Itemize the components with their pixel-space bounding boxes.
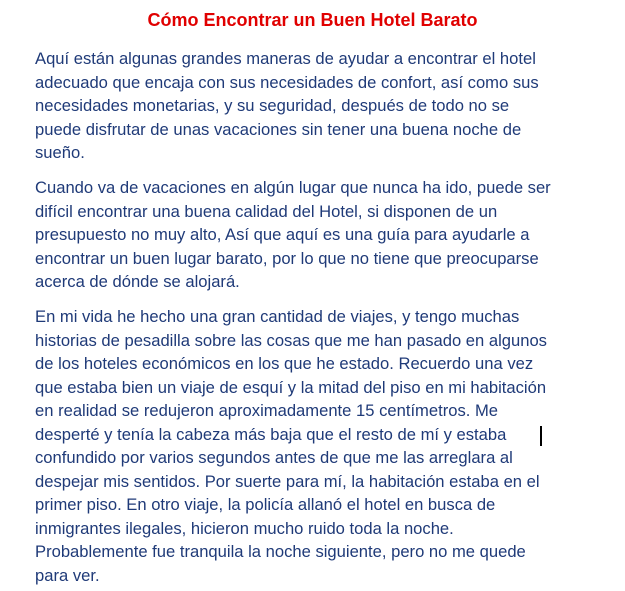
page-title: Cómo Encontrar un Buen Hotel Barato [147, 10, 478, 30]
text-cursor [540, 426, 542, 446]
paragraph-story: En mi vida he hecho una gran cantidad de viajes, y tengo muchas historias de pesadilla sobre las cosas que me han pasado en algunos de los hoteles económicos en los que he estado. Recuerdo una vez que estaba bien un viaje de esquí y la mitad del piso en mi habitación en realidad se redujeron aproximadamente 15 centímetros. Me desperté y tenía la cabeza más baja que el resto de mí y estaba confundido por varios segundos antes de que me las arreglara al despejar mis sentidos. Por suerte para mí, la habitación estaba en el primer piso. En otro viaje, la policía allanó el hotel en busca de inmigrantes ilegales, hicieron mucho ruido toda la noche. Probablemente fue tranquila la noche siguiente, pero no me quede para ver. [35, 307, 547, 585]
paragraph-intro: Aquí están algunas grandes maneras de ayudar a encontrar el hotel adecuado que encaja con sus necesidades de confort, así como sus necesidades monetarias, y su seguridad, después de todo no se puede disfrutar de unas vacaciones sin tener una buena noche de sueño. [35, 49, 539, 162]
paragraph-vacation: Cuando va de vacaciones en algún lugar que nunca ha ido, puede ser difícil encontrar una buena calidad del Hotel, si disponen de un presupuesto no muy alto, Así que aquí es una guía para ayudarle a encontrar un buen lugar barato, por lo que no tiene que preocuparse acerca de dónde se alojará. [35, 178, 551, 291]
